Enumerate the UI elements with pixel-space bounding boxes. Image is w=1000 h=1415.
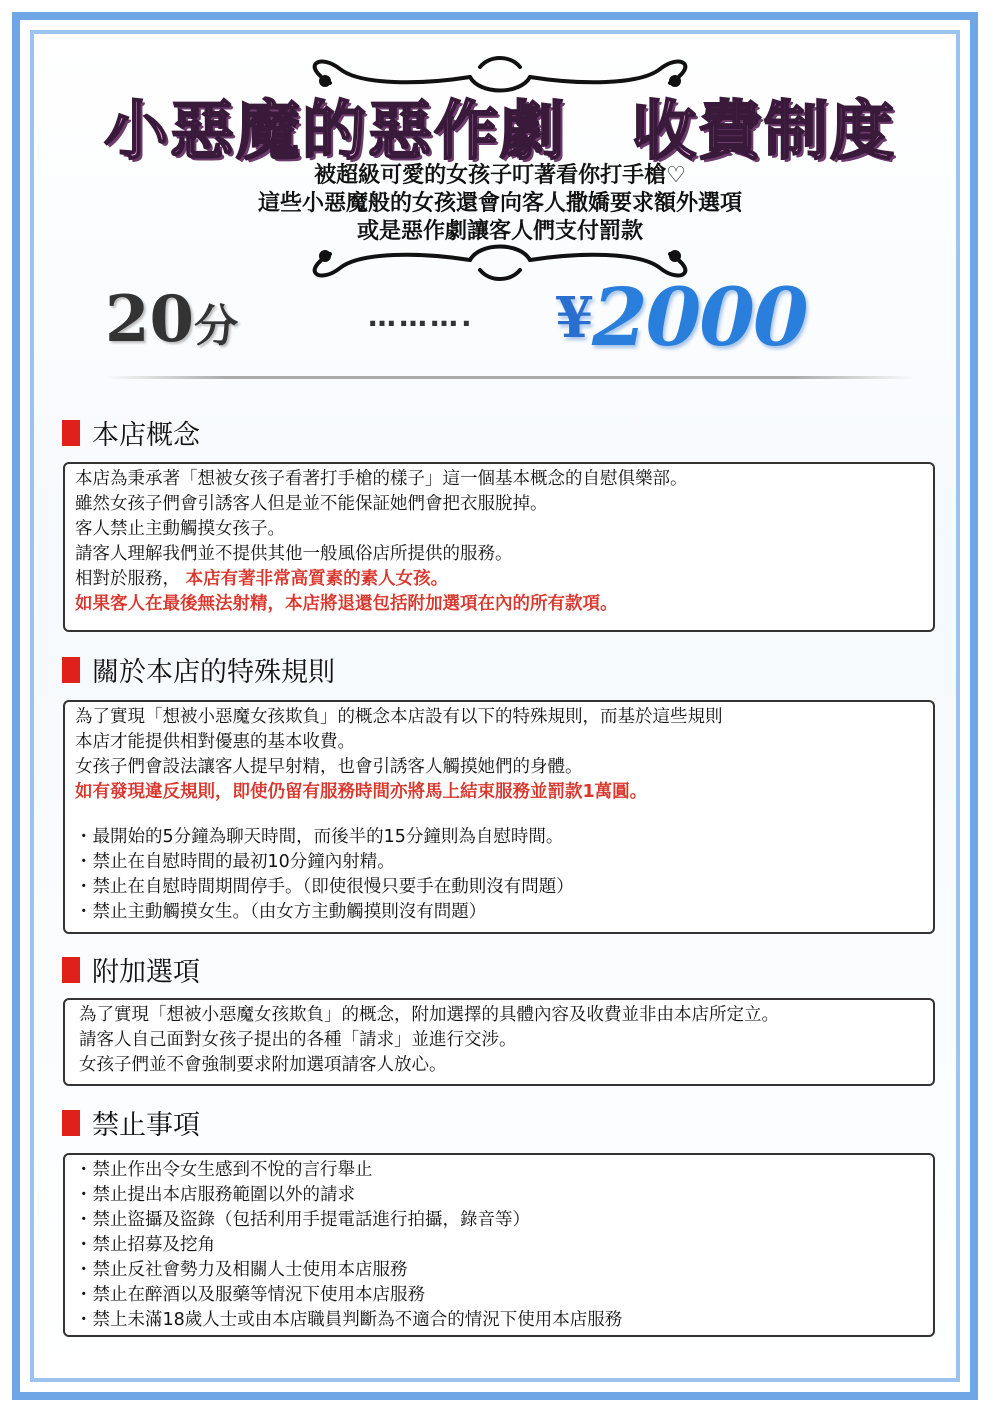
subtitle-line-1: 被超級可愛的女孩子叮著看你打手槍♡ <box>314 163 686 188</box>
section-heading-options <box>62 950 200 989</box>
rules-bullet-2: ・禁止在自慰時間的最初10分鐘內射精。 <box>75 852 395 872</box>
bottom-flourish-ornament <box>0 232 1000 282</box>
section-heading-prohibited-label: 禁止事項 <box>92 1110 200 1141</box>
section-heading-rules <box>62 650 335 689</box>
subtitle-line-3: 或是惡作劇讓客人們支付罰款 <box>356 219 643 244</box>
section-heading-concept <box>62 413 200 452</box>
price-dots: ………. <box>368 300 475 333</box>
options-line-1: 為了實現「想被小惡魔女孩欺負」的概念，附加選擇的具體內容及收費並非由本店所定立。 <box>79 1005 779 1025</box>
price-duration <box>105 282 238 357</box>
concept-mixed-prefix: 相對於服務， <box>75 569 180 589</box>
prohibited-box <box>63 1153 935 1337</box>
red-square-icon <box>62 657 80 683</box>
rules-line-2: 本店才能提供相對優惠的基本收費。 <box>75 732 355 752</box>
price-duration-value: 20 <box>105 282 195 357</box>
price-duration-unit: 分 <box>194 301 239 352</box>
section-heading-prohibited <box>62 1103 200 1142</box>
red-square-icon <box>62 420 80 446</box>
red-square-icon <box>62 1110 80 1136</box>
prohibited-item-4: ・禁止招募及挖角 <box>75 1235 215 1255</box>
prohibited-item-5: ・禁止反社會勢力及相關人士使用本店服務 <box>75 1260 408 1280</box>
rules-line-3: 女孩子們會設法讓客人提早射精，也會引誘客人觸摸她們的身體。 <box>75 757 583 777</box>
concept-line-5 <box>75 567 923 592</box>
prohibited-item-7: ・禁上未滿18歲人士或由本店職員判斷為不適合的情況下使用本店服務 <box>75 1310 623 1330</box>
price-currency: ¥ <box>555 285 592 351</box>
price-divider <box>105 376 915 379</box>
concept-line-2: 雖然女孩子們會引誘客人但是並不能保証她們會把衣服脫掉。 <box>75 494 548 514</box>
prohibited-item-6: ・禁止在醉酒以及服藥等情況下使用本店服務 <box>75 1285 425 1305</box>
prohibited-item-2: ・禁止提出本店服務範圍以外的請求 <box>75 1185 355 1205</box>
page-title: 小惡魔的惡作劇 收費制度 <box>104 94 896 169</box>
concept-mixed-red: 本店有著非常高質素的素人女孩。 <box>185 569 449 589</box>
section-heading-concept-label: 本店概念 <box>92 420 200 451</box>
prohibited-item-3: ・禁止盜攝及盜錄（包括利用手提電話進行拍攝，錄音等） <box>75 1210 530 1230</box>
price-amount-value: 2000 <box>591 270 807 364</box>
rules-bullet-1: ・最開始的5分鐘為聊天時間，而後半的15分鐘則為自慰時間。 <box>75 827 564 847</box>
options-line-2: 請客人自己面對女孩子提出的各種「請求」並進行交涉。 <box>79 1030 517 1050</box>
price-amount <box>555 270 807 364</box>
options-line-3: 女孩子們並不會強制要求附加選項請客人放心。 <box>79 1055 447 1075</box>
concept-line-1: 本店為秉承著「想被女孩子看著打手槍的樣子」這一個基本概念的自慰俱樂部。 <box>75 469 688 489</box>
concept-line-3: 客人禁止主動觸摸女孩子。 <box>75 519 285 539</box>
options-box <box>63 998 935 1086</box>
concept-line-4: 請客人理解我們並不提供其他一般風俗店所提供的服務。 <box>75 544 513 564</box>
concept-box <box>63 462 935 632</box>
rules-line-1: 為了實現「想被小惡魔女孩欺負」的概念本店設有以下的特殊規則，而基於這些規則 <box>75 707 723 727</box>
section-heading-options-label: 附加選項 <box>92 957 200 988</box>
subtitle-line-2: 這些小惡魔般的女孩還會向客人撒嬌要求額外選項 <box>257 191 742 216</box>
concept-refund-line: 如果客人在最後無法射精，本店將退還包括附加選項在內的所有款項。 <box>75 594 618 614</box>
rules-bullet-4: ・禁止主動觸摸女生。（由女方主動觸摸則沒有問題） <box>75 902 487 922</box>
rules-box <box>63 700 935 934</box>
red-square-icon <box>62 957 80 983</box>
rules-penalty-line: 如有發現違反規則，即使仍留有服務時間亦將馬上結束服務並罰款1萬圓。 <box>75 782 648 802</box>
prohibited-item-1: ・禁止作出令女生感到不悅的言行舉止 <box>75 1160 373 1180</box>
section-heading-rules-label: 關於本店的特殊規則 <box>92 657 335 688</box>
rules-bullet-3: ・禁止在自慰時間期間停手。（即使很慢只要手在動則沒有問題） <box>75 877 574 897</box>
